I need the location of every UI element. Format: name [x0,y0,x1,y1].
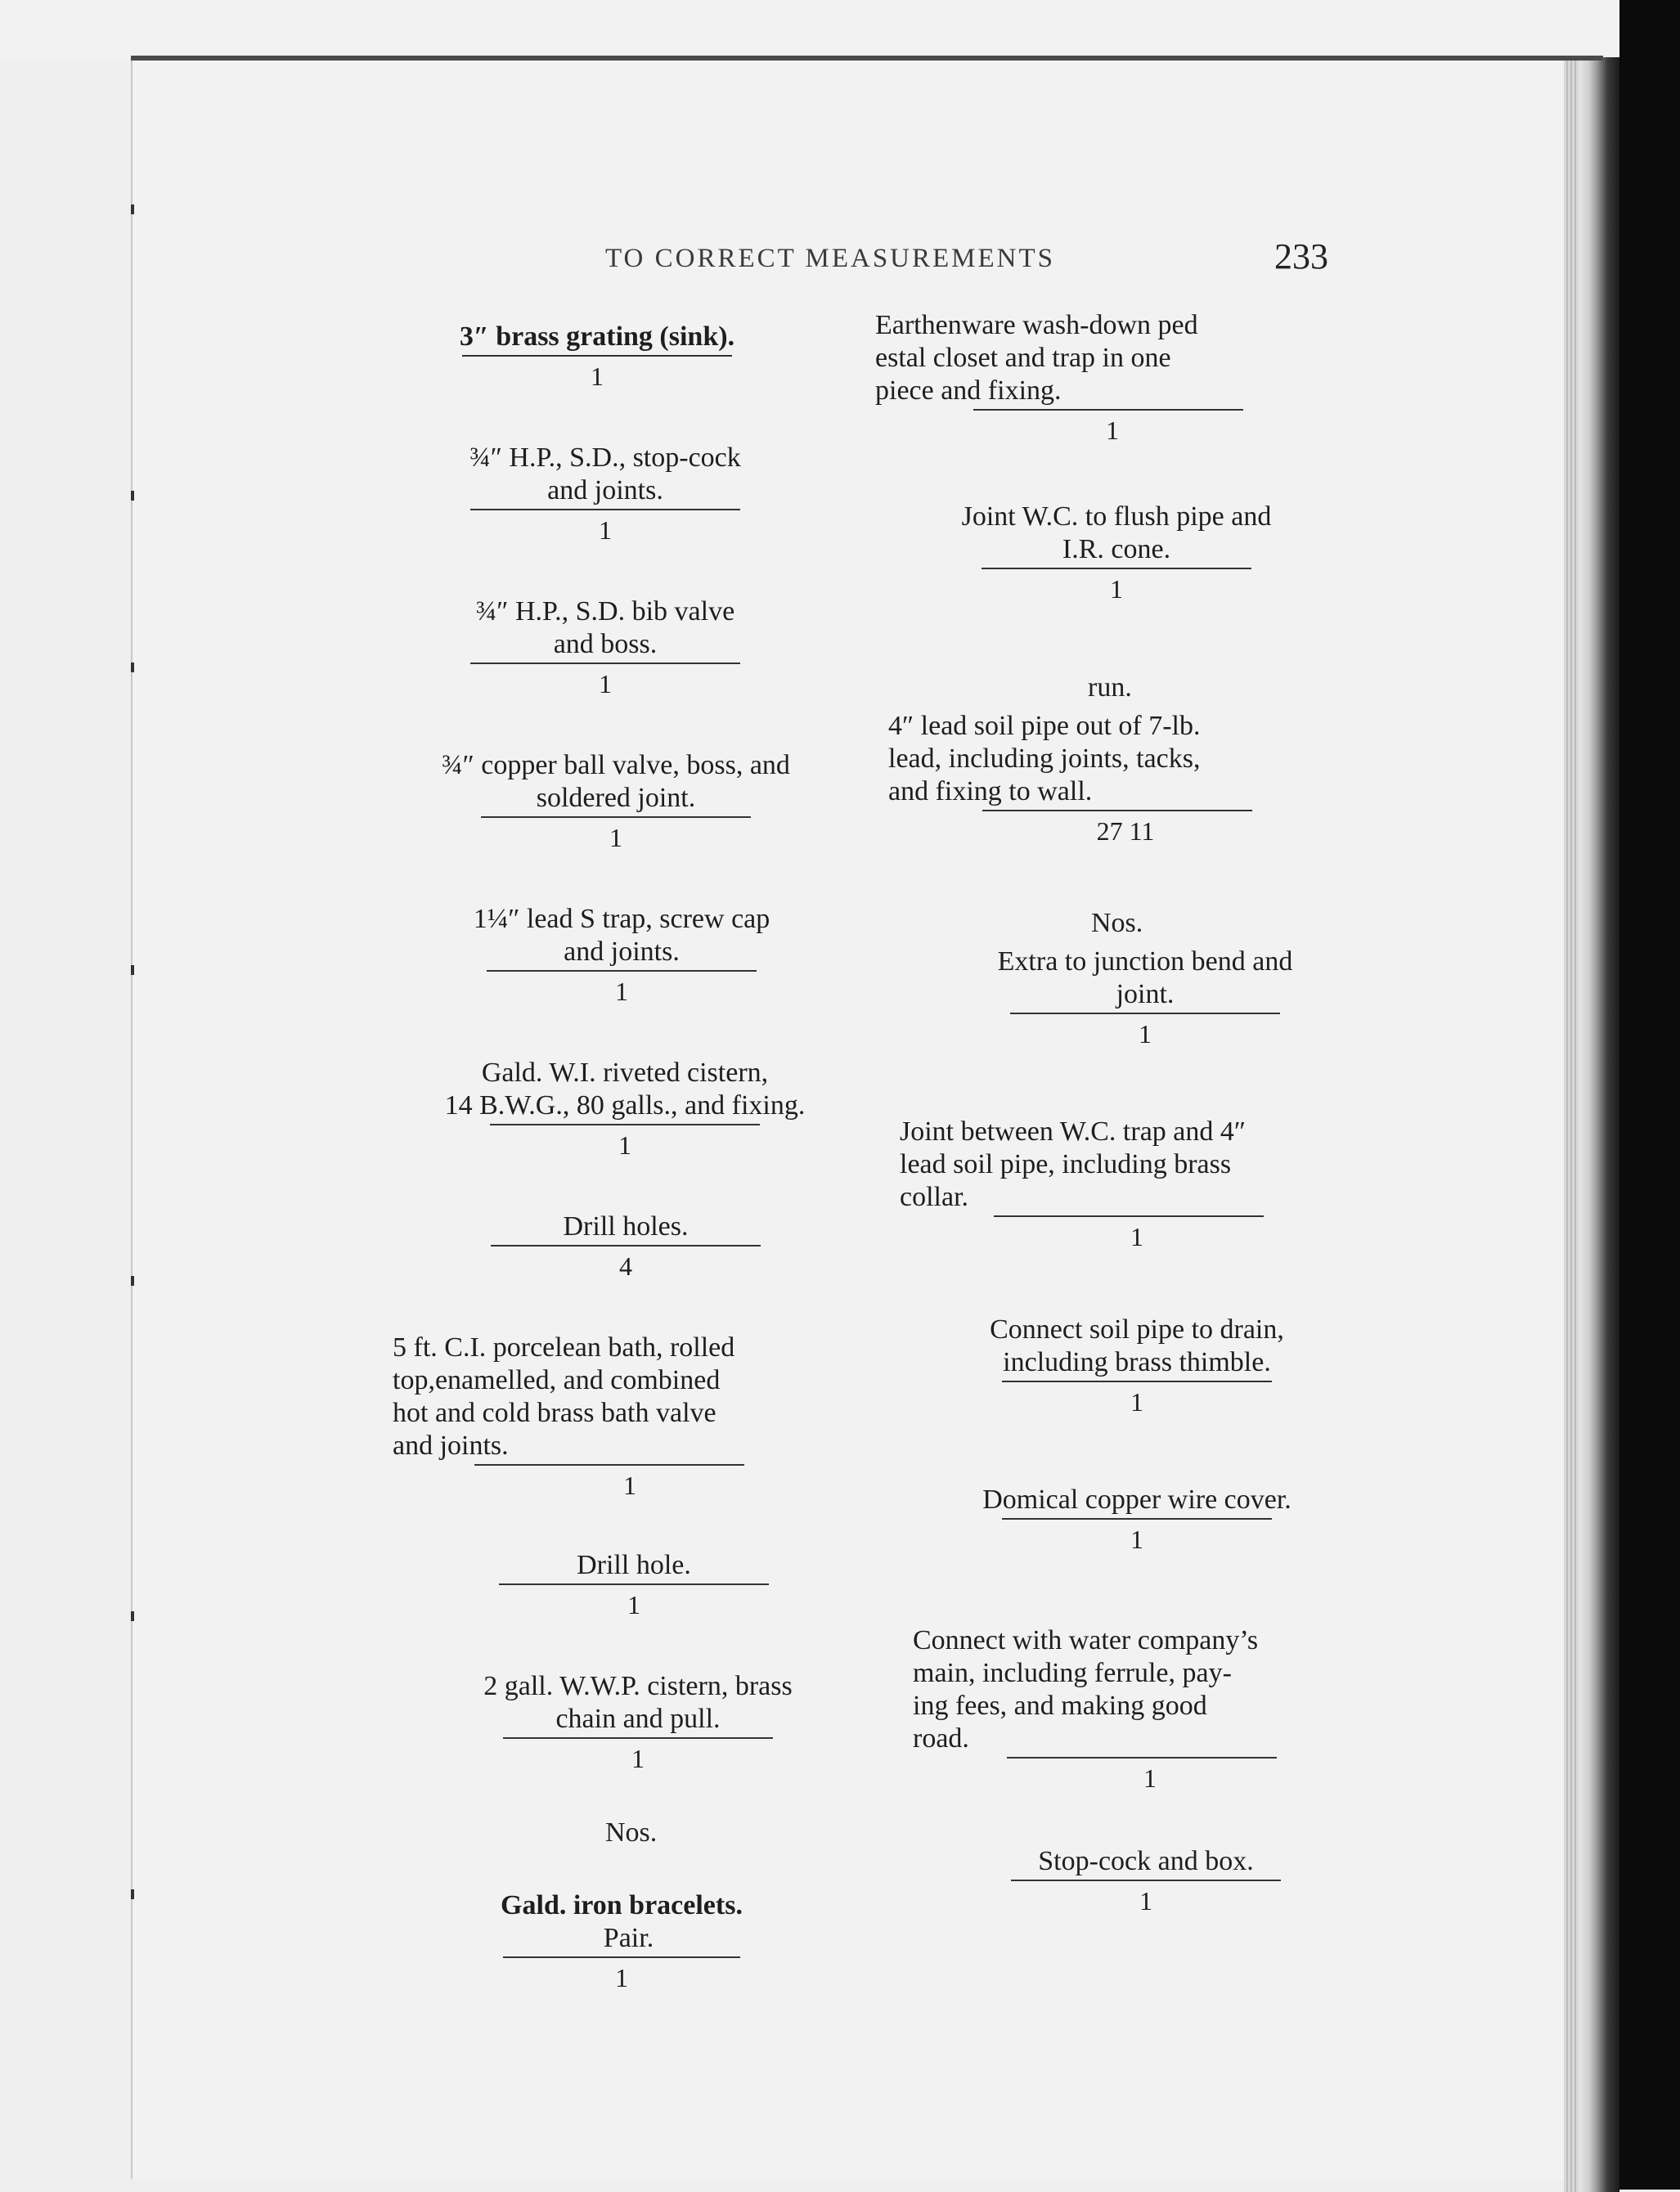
entry-description: Drill hole. [577,1550,691,1580]
entry-rule [491,1245,761,1246]
page-header [605,236,1341,285]
entry-description: Joint between W.C. trap and 4″ lead soil pipe, including brass collar. [900,1116,1247,1212]
entry-quantity: 1 [609,823,622,852]
entry-description: Connect soil pipe to drain, including brass thimble. [990,1314,1284,1377]
book-fore-edge [1579,57,1619,2192]
entry-quantity: 1 [623,1471,636,1500]
binding-marks [128,188,144,1906]
right-entry [978,1845,1314,1917]
left-entry [393,1332,867,1502]
left-entry [491,1549,777,1621]
right-entry [908,946,1382,1050]
entry-item-text: Gald. iron bracelets. [501,1890,743,1920]
entry-unit-suffix: Pair. [603,1923,654,1953]
entry-quantity: 1 [1139,1886,1152,1916]
entry-rule [1011,1880,1281,1881]
entry-quantity: 1 [1143,1763,1157,1793]
entry-description: 4″ lead soil pipe out of 7-lb. lead, including joints, tacks, and fixing to wall. [888,711,1201,806]
entry-description: Stop-cock and box. [1038,1846,1254,1876]
entry-quantity: 4 [619,1251,632,1281]
entry-rule [973,409,1243,411]
left-entry [409,1857,834,1994]
running-title: TO CORRECT MEASUREMENTS [605,244,1056,273]
left-entry [393,595,818,700]
entry-quantity: 1 [599,669,612,698]
entry-description: 2 gall. W.W.P. cistern, brass chain and pull. [483,1671,793,1734]
entry-description: Domical copper wire cover. [982,1485,1291,1515]
entry-description: 3″ brass grating (sink). [459,321,735,352]
entry-rule [490,1124,760,1125]
left-entry [393,321,802,393]
entry-description: ¾″ H.P., S.D. bib valve and boss. [475,596,735,659]
entry-rule [503,1956,740,1958]
entry-quantity: 1 [631,1744,645,1773]
entry-description: Joint W.C. to flush pipe and I.R. cone. [961,501,1272,564]
book-page [131,59,1597,2179]
page-edges [1564,57,1580,2192]
entry-description: ¾″ copper ball valve, boss, and soldered joint. [442,750,790,813]
entry-rule [981,568,1251,569]
entry-rule [487,970,757,972]
entry-rule [499,1583,769,1585]
entry-rule [481,816,751,818]
entry-rule [474,1464,744,1466]
entry-quantity: 1 [599,515,612,545]
entry-quantity: 1 [615,1963,628,1992]
unit-label: run. [1088,672,1132,703]
left-entry [388,1057,862,1161]
entry-quantity: 1 [1130,1525,1143,1554]
entry-description: Extra to junction bend and joint. [997,946,1293,1009]
entry-quantity: 1 [615,977,628,1006]
entry-quantity: 1 [627,1590,640,1619]
entry-description: Earthenware wash-down ped estal closet and trap in one piece and fixing. [875,310,1198,406]
entry-quantity: 1 [591,362,604,391]
right-entry [900,1116,1374,1253]
entry-rule [503,1737,773,1739]
entry-rule [1002,1381,1272,1382]
right-entry [888,710,1363,847]
left-entry [393,442,818,546]
entry-description: ¾″ H.P., S.D., stop-cock and joints. [469,442,741,505]
entry-rule [462,355,732,357]
right-entry [908,1484,1366,1556]
entry-description: Gald. W.I. riveted cistern, 14 B.W.G., 80 galls., and fixing. [444,1058,806,1121]
entry-description: 1¼″ lead S trap, screw cap and joints. [473,904,770,967]
entry-quantity: 1 [1139,1019,1152,1049]
entry-rule [1002,1518,1272,1520]
entry-quantity: 1 [618,1130,631,1160]
entry-quantity: 1 [1110,574,1123,604]
right-entry [875,309,1350,447]
left-entry [401,1670,875,1775]
entry-rule [1010,1013,1280,1014]
scan-background [1619,0,1680,2190]
right-entry [908,1314,1366,1418]
entry-quantity: 1 [1106,415,1119,445]
entry-rule [982,810,1252,811]
entry-quantity: 27 11 [1096,816,1155,846]
right-entry [913,1624,1387,1794]
entry-description [409,1857,834,1955]
left-entry [393,903,851,1008]
entry-quantity: 1 [1130,1387,1143,1417]
entry-rule [994,1215,1264,1217]
left-entry [458,1211,793,1282]
page-number: 233 [1274,236,1328,276]
unit-label: Nos. [1091,908,1143,938]
entry-rule [470,509,740,510]
right-entry [879,501,1354,605]
page-top-border [131,56,1603,61]
top-margin [0,0,1680,59]
entry-quantity: 1 [1130,1222,1143,1251]
unit-label: Nos. [605,1817,658,1848]
entry-description: Drill holes. [563,1211,689,1242]
left-entry [383,749,849,854]
entry-description: Connect with water company’s main, including ferrule, pay- ing fees, and making good road. [913,1625,1259,1754]
entry-description: 5 ft. C.I. porcelean bath, rolled top,enamelled, and combined hot and cold brass bath valve and joints. [393,1332,735,1461]
entry-rule [1007,1757,1277,1759]
entry-rule [470,663,740,664]
